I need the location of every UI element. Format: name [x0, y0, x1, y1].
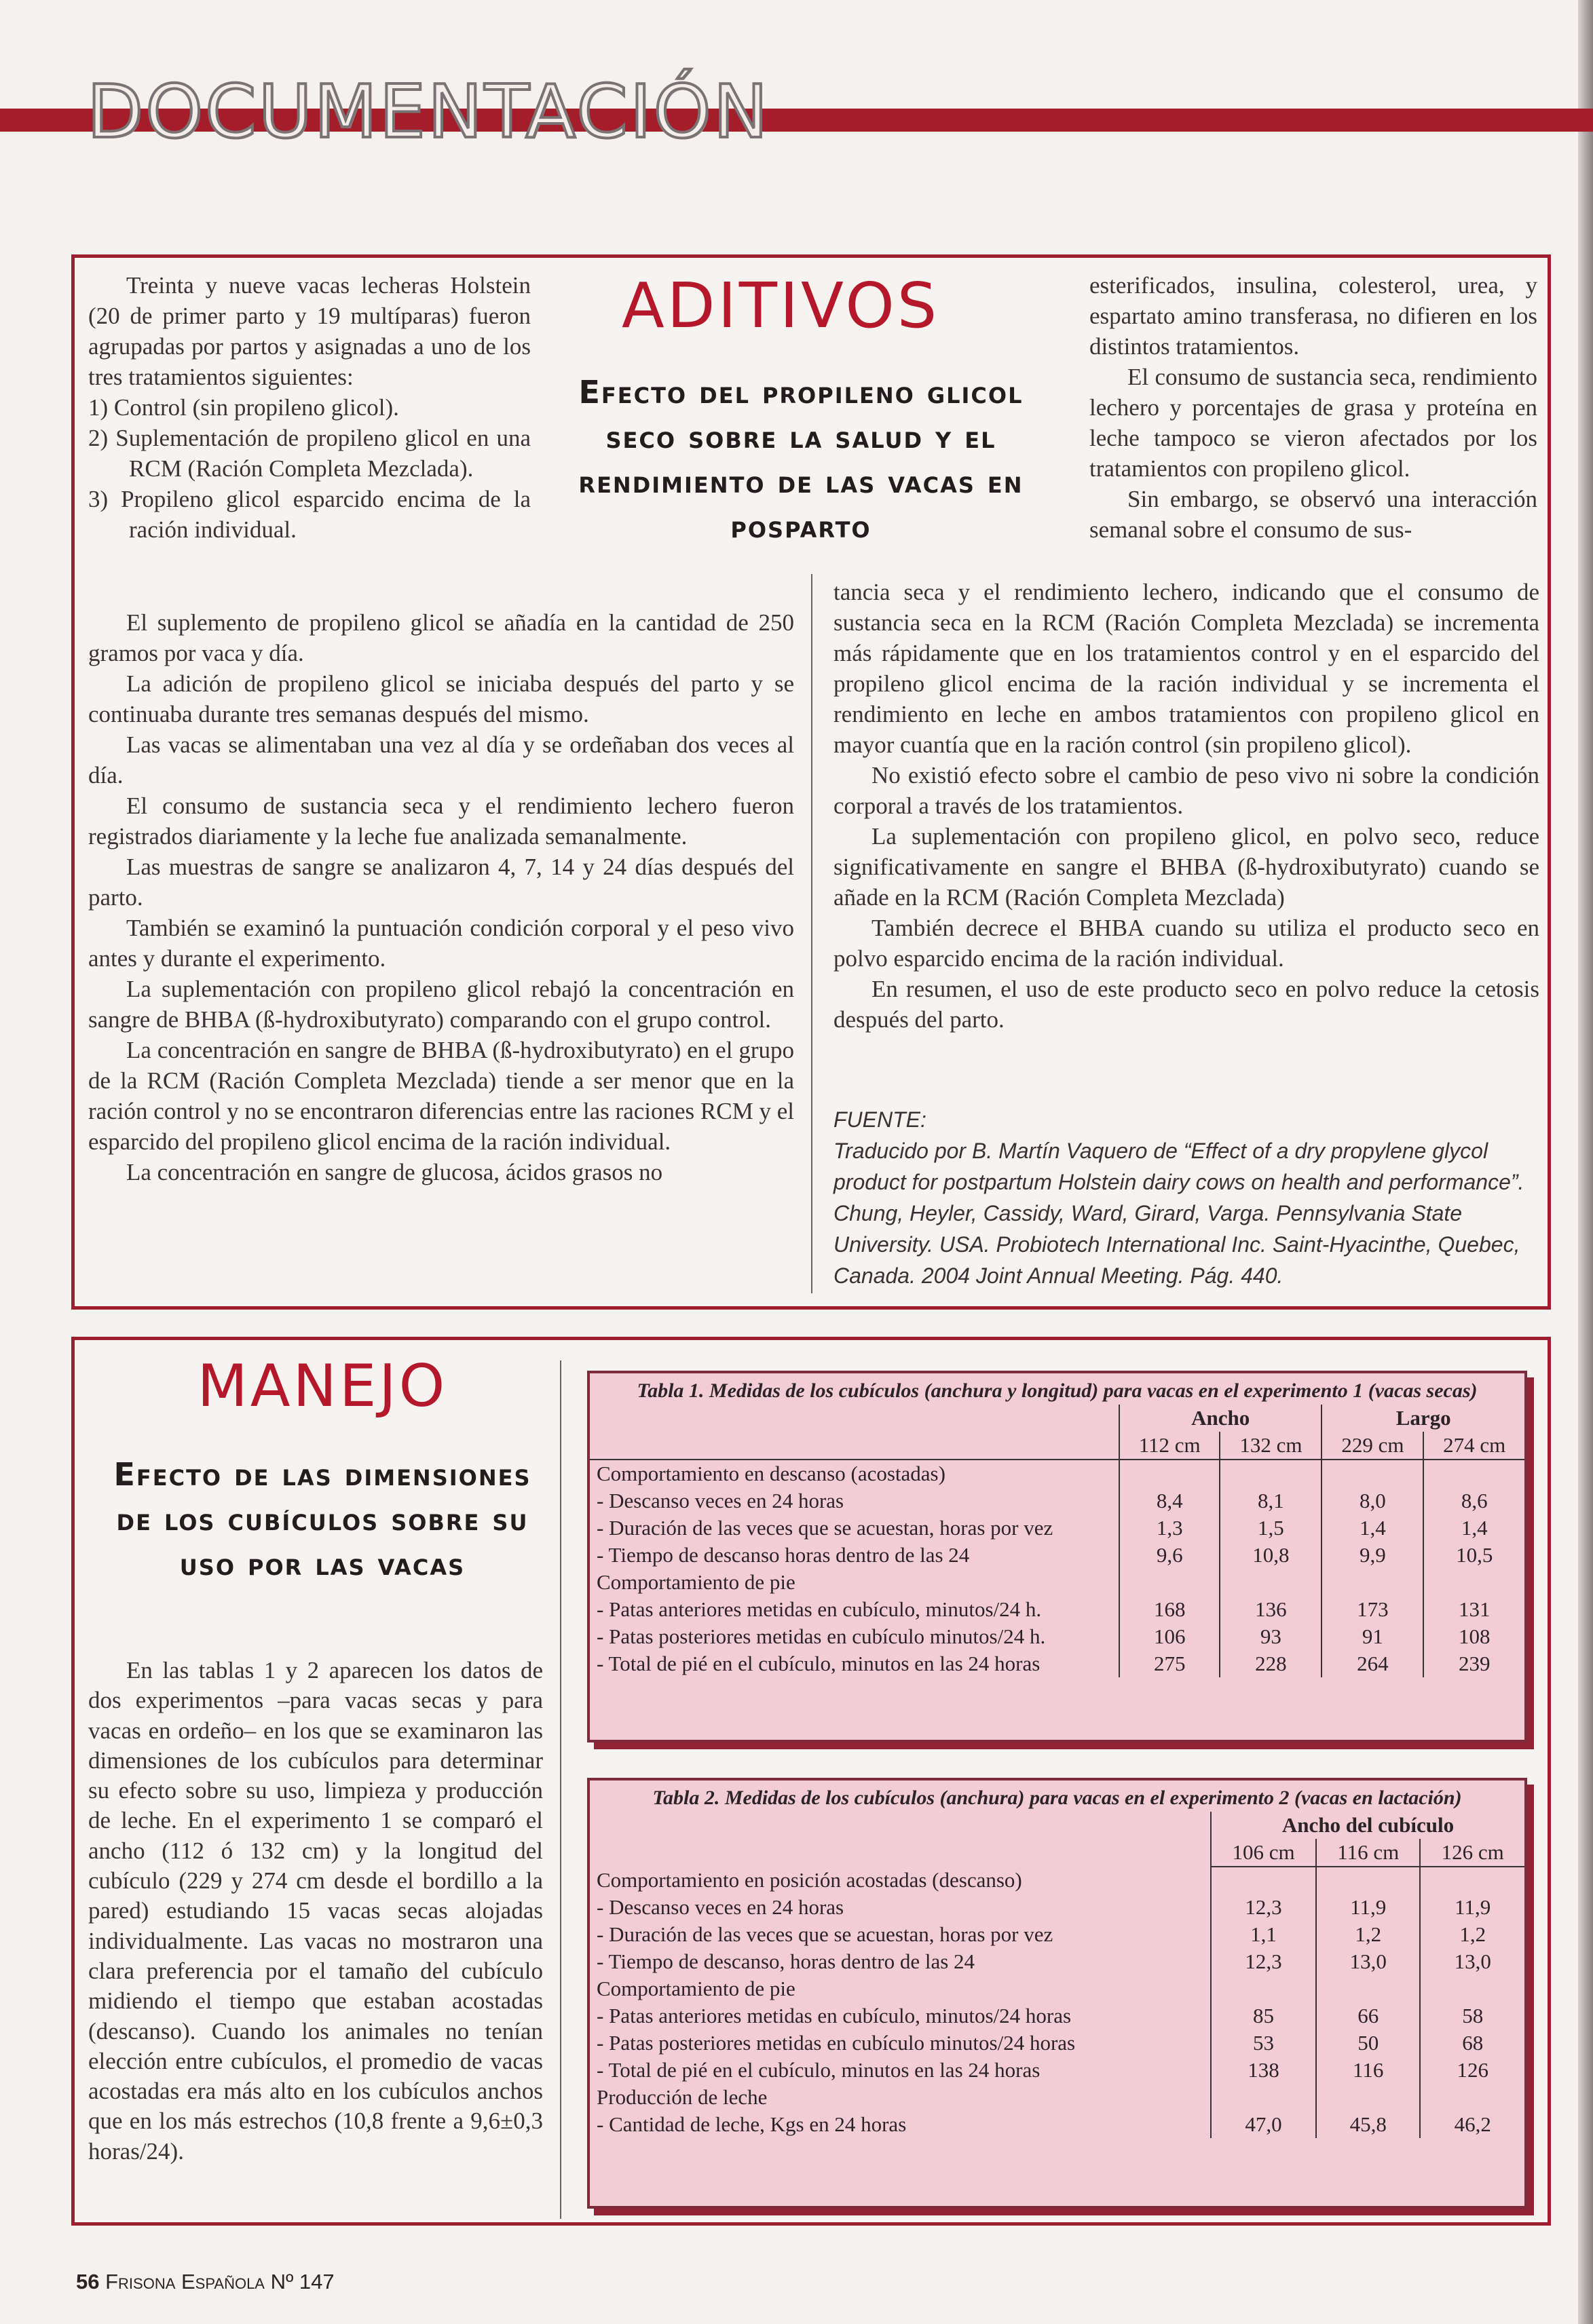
cell: 1,4	[1322, 1515, 1423, 1542]
table-section-row	[590, 2084, 1524, 2111]
column-group: Ancho del cubículo	[1211, 1812, 1524, 1839]
column-divider	[560, 1360, 561, 2219]
cell: 239	[1423, 1650, 1524, 1677]
column-header: 126 cm	[1420, 1839, 1524, 1867]
paragraph: La adición de propileno glicol se iniciaba después del parto y se continuaba durante tres semanas después del mismo.	[88, 670, 794, 727]
cell: 91	[1322, 1623, 1423, 1650]
paragraph: La concentración en sangre de glucosa, ácidos grasos no	[126, 1159, 663, 1185]
paragraph: No existió efecto sobre el cambio de peso vivo ni sobre la condición corporal a través de los tratamientos.	[833, 762, 1539, 819]
magazine-name: Frisona Española	[105, 2270, 265, 2293]
row-label: - Tiempo de descanso, horas dentro de las 24	[590, 1948, 1211, 1975]
cell: 93	[1220, 1623, 1322, 1650]
table-header-row	[590, 1405, 1524, 1432]
row-label: - Total de pié en el cubículo, minutos en las 24 horas	[590, 2057, 1211, 2084]
paragraph: tancia seca y el rendimiento lechero, indicando que el consumo de sustancia seca en la RCM (Ración Completa Mezclada) se incrementa más rápidamente que en los tratamientos control y en el esparcido del propileno glicol encima de la ración individual y se incrementa el rendimiento en leche en ambos tratamientos con propileno glicol en mayor cuantía que en la ración control (sin propileno glicol).	[833, 579, 1539, 758]
table-header-row	[590, 1839, 1524, 1867]
table-2	[587, 1778, 1527, 2209]
paragraph: Sin embargo, se observó una interacción semanal sobre el consumo de sus-	[1089, 486, 1537, 543]
cell: 264	[1322, 1650, 1423, 1677]
cell: 58	[1420, 2002, 1524, 2030]
list-item: 1) Control (sin propileno glicol).	[88, 394, 399, 421]
cell: 85	[1211, 2002, 1316, 2030]
table-row	[590, 1948, 1524, 1975]
cell: 173	[1322, 1596, 1423, 1623]
paragraph: La suplementación con propileno glicol rebajó la concentración en sangre de BHBA (ß-hydroxibutyrato) comparando con el grupo control.	[88, 976, 794, 1033]
section-label: Comportamiento de pie	[597, 1570, 795, 1594]
row-label: - Duración de las veces que se acuestan, horas por vez	[590, 1921, 1211, 1948]
list-item: 2) Suplementación de propileno glicol en una RCM (Ración Completa Mezclada).	[88, 425, 531, 482]
cell: 46,2	[1420, 2111, 1524, 2138]
cell: 53	[1211, 2030, 1316, 2057]
cell: 9,9	[1322, 1542, 1423, 1569]
paragraph: El consumo de sustancia seca y el rendimiento lechero fueron registrados diariamente y la leche fue analizada semanalmente.	[88, 793, 794, 850]
article2-kicker: MANEJO	[197, 1352, 448, 1420]
cell: 1,4	[1423, 1515, 1524, 1542]
cell: 12,3	[1211, 1894, 1316, 1921]
source-label: FUENTE:	[833, 1107, 926, 1132]
row-label: - Patas anteriores metidas en cubículo, minutos/24 horas	[590, 2002, 1211, 2030]
paragraph: Las muestras de sangre se analizaron 4, 7, 14 y 24 días después del parto.	[88, 854, 794, 911]
table-section-row	[590, 1569, 1524, 1596]
cell: 11,9	[1420, 1894, 1524, 1921]
article1-column-left-top	[88, 270, 531, 545]
table-row	[590, 1894, 1524, 1921]
cell: 126	[1420, 2057, 1524, 2084]
cell: 8,1	[1220, 1487, 1322, 1515]
article1-source	[833, 1104, 1539, 1291]
paragraph: Las vacas se alimentaban una vez al día y se ordeñaban dos veces al día.	[88, 731, 794, 788]
page-edge	[1578, 0, 1593, 2324]
table-1	[587, 1371, 1527, 1742]
article1-column-right	[833, 577, 1539, 1035]
cell: 275	[1119, 1650, 1220, 1677]
row-label: - Patas posteriores metidas en cubículo minutos/24 horas	[590, 2030, 1211, 2057]
issue-number: Nº 147	[270, 2270, 335, 2293]
table-row	[590, 2057, 1524, 2084]
row-label: - Descanso veces en 24 horas	[590, 1487, 1119, 1515]
cell: 138	[1211, 2057, 1316, 2084]
row-label: - Total de pié en el cubículo, minutos en las 24 horas	[590, 1650, 1119, 1677]
cell: 1,2	[1420, 1921, 1524, 1948]
row-label: - Cantidad de leche, Kgs en 24 horas	[590, 2111, 1211, 2138]
paragraph: En resumen, el uso de este producto seco en polvo reduce la cetosis después del parto.	[833, 976, 1539, 1033]
column-header: 132 cm	[1220, 1432, 1322, 1460]
cell: 168	[1119, 1596, 1220, 1623]
table-row	[590, 2002, 1524, 2030]
cell: 11,9	[1316, 1894, 1420, 1921]
table-row	[590, 1596, 1524, 1623]
column-header: 229 cm	[1322, 1432, 1423, 1460]
article2-body	[88, 1656, 543, 2167]
cell: 13,0	[1420, 1948, 1524, 1975]
paragraph: Treinta y nueve vacas lecheras Holstein (20 de primer parto y 19 multíparas) fueron agrupadas por partos y asignadas a uno de los tres tratamientos siguientes:	[88, 272, 531, 390]
cell: 106	[1119, 1623, 1220, 1650]
article1-column-right-top	[1089, 270, 1537, 545]
cell: 8,0	[1322, 1487, 1423, 1515]
table-header-row	[590, 1812, 1524, 1839]
column-group: Largo	[1322, 1405, 1524, 1432]
row-label: - Patas posteriores metidas en cubículo minutos/24 h.	[590, 1623, 1119, 1650]
section-label: Comportamiento en posición acostadas (descanso)	[597, 1868, 1022, 1892]
column-header: 116 cm	[1316, 1839, 1420, 1867]
paragraph: El consumo de sustancia seca, rendimiento lechero y porcentajes de grasa y proteína en leche tampoco se vieron afectados por los tratamientos con propileno glicol.	[1089, 364, 1537, 482]
table-caption: Tabla 1. Medidas de los cubículos (anchura y longitud) para vacas en el experimento 1 (vacas secas)	[637, 1379, 1478, 1402]
table	[590, 1812, 1524, 2138]
cell: 1,2	[1316, 1921, 1420, 1948]
column-group: Ancho	[1119, 1405, 1322, 1432]
table-row	[590, 1921, 1524, 1948]
cell: 66	[1316, 2002, 1420, 2030]
cell: 10,8	[1220, 1542, 1322, 1569]
table-row	[590, 2030, 1524, 2057]
table-row	[590, 1650, 1524, 1677]
paragraph: esterificados, insulina, colesterol, urea, y espartato amino transferasa, no difieren en los distintos tratamientos.	[1089, 272, 1537, 360]
source-text: Traducido por B. Martín Vaquero de “Effect of a dry propylene glycol product for postpartum Holstein dairy cows on health and performance”. Chung, Heyler, Cassidy, Ward, Girard, Varga. Pennsylvania State University. USA. Probiotech International Inc. Saint-Hyacinthe, Quebec, Canada. 2004 Joint Annual Meeting. Pág. 440.	[833, 1139, 1524, 1288]
row-label: - Descanso veces en 24 horas	[590, 1894, 1211, 1921]
table-row	[590, 2111, 1524, 2138]
cell: 1,1	[1211, 1921, 1316, 1948]
cell: 1,3	[1119, 1515, 1220, 1542]
cell: 108	[1423, 1623, 1524, 1650]
cell: 8,4	[1119, 1487, 1220, 1515]
cell: 228	[1220, 1650, 1322, 1677]
page-number: 56	[76, 2270, 100, 2293]
cell: 131	[1423, 1596, 1524, 1623]
cell: 10,5	[1423, 1542, 1524, 1569]
article2-title: Efecto de las dimensiones de los cubículos sobre su uso por las vacas	[113, 1456, 531, 1582]
article1-kicker: ADITIVOS	[621, 269, 940, 342]
article1-column-left	[88, 607, 794, 1187]
table-section-row	[590, 1867, 1524, 1894]
cell: 47,0	[1211, 2111, 1316, 2138]
list-item: 3) Propileno glicol esparcido encima de la ración individual.	[88, 486, 531, 543]
cell: 136	[1220, 1596, 1322, 1623]
table-section-row	[590, 1975, 1524, 2002]
cell: 8,6	[1423, 1487, 1524, 1515]
table-row	[590, 1487, 1524, 1515]
row-label: - Duración de las veces que se acuestan, horas por vez	[590, 1515, 1119, 1542]
row-label: - Patas anteriores metidas en cubículo, minutos/24 h.	[590, 1596, 1119, 1623]
page-footer	[76, 2270, 335, 2294]
row-label: - Tiempo de descanso horas dentro de las 24	[590, 1542, 1119, 1569]
paragraph: La concentración en sangre de BHBA (ß-hydroxibutyrato) en el grupo de la RCM (Ración Completa Mezclada) tiende a ser menor que en la ración control y no se encontraron diferencias entre las raciones RCM y el esparcido del propileno glicol encima de la ración individual.	[88, 1037, 794, 1155]
cell: 13,0	[1316, 1948, 1420, 1975]
table-row	[590, 1623, 1524, 1650]
section-title: DOCUMENTACIÓN	[87, 70, 770, 155]
column-divider	[811, 574, 812, 1293]
paragraph: También se examinó la puntuación condición corporal y el peso vivo antes y durante el experimento.	[88, 915, 794, 972]
cell: 50	[1316, 2030, 1420, 2057]
cell: 45,8	[1316, 2111, 1420, 2138]
paragraph: El suplemento de propileno glicol se añadía en la cantidad de 250 gramos por vaca y día.	[88, 609, 794, 666]
column-header: 112 cm	[1119, 1432, 1220, 1460]
table-section-row	[590, 1460, 1524, 1487]
table-caption: Tabla 2. Medidas de los cubículos (anchura) para vacas en el experimento 2 (vacas en lactación)	[652, 1787, 1462, 1809]
cell: 12,3	[1211, 1948, 1316, 1975]
table	[590, 1405, 1524, 1677]
cell: 68	[1420, 2030, 1524, 2057]
cell: 9,6	[1119, 1542, 1220, 1569]
article1-title: Efecto del propileno glicol seco sobre la salud y el rendimiento de las vacas en posparto	[578, 374, 1024, 545]
paragraph: También decrece el BHBA cuando su utiliza el producto seco en polvo esparcido encima de la ración individual.	[833, 915, 1539, 972]
paragraph: En las tablas 1 y 2 aparecen los datos de dos experimentos –para vacas secas y para vacas en ordeño– en los que se examinaron las dimensiones de los cubículos para determinar su efecto sobre su uso, limpieza y producción de leche. En el experimento 1 se comparó el ancho (112 ó 132 cm) y la longitud del cubículo (229 y 274 cm desde el bordillo a la pared) estudiando 15 vacas secas alojadas individualmente. Las vacas no mostraron una clara preferencia por el tamaño del cubículo midiendo el tiempo que estaban acostadas (descanso). Cuando los animales no tenían elección entre cubículos, el promedio de vacas acostadas era más alto en los cubículos anchos que en los más estrechos (10,8 frente a 9,6±0,3 horas/24).	[88, 1657, 543, 2165]
treatment-list	[88, 392, 531, 545]
table-row	[590, 1515, 1524, 1542]
column-header: 274 cm	[1423, 1432, 1524, 1460]
table-header-row	[590, 1432, 1524, 1460]
table-row	[590, 1542, 1524, 1569]
section-label: Producción de leche	[597, 2085, 768, 2109]
section-label: Comportamiento en descanso (acostadas)	[597, 1462, 945, 1485]
section-label: Comportamiento de pie	[597, 1977, 795, 2000]
cell: 1,5	[1220, 1515, 1322, 1542]
cell: 116	[1316, 2057, 1420, 2084]
column-header: 106 cm	[1211, 1839, 1316, 1867]
paragraph: La suplementación con propileno glicol, en polvo seco, reduce significativamente en sangre el BHBA (ß-hydroxibutyrato) cuando se añade en la RCM (Ración Completa Mezclada)	[833, 823, 1539, 911]
